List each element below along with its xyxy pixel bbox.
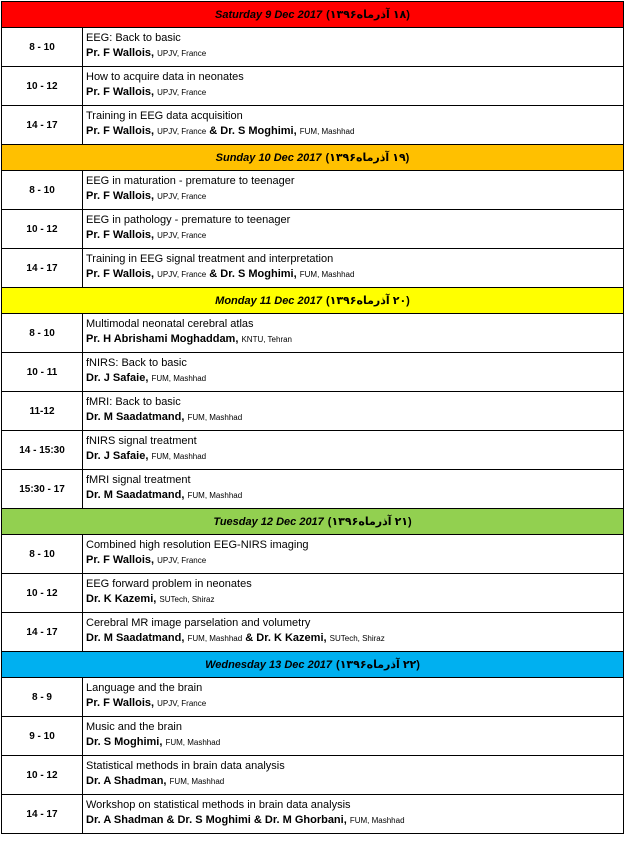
session-content: [83, 574, 624, 612]
session-row: [2, 249, 624, 288]
speaker-affiliation: SUTech, Shiraz: [329, 634, 385, 643]
speaker-affiliation: UPJV, France: [157, 270, 207, 279]
session-time: 14 - 17: [2, 249, 83, 287]
speaker-name: Pr. F Wallois,: [86, 697, 155, 709]
session-content: [83, 431, 624, 469]
speaker-affiliation: UPJV, France: [157, 231, 207, 240]
speaker-name: Pr. F Wallois,: [86, 125, 155, 137]
session-title: EEG in maturation - premature to teenager: [86, 175, 295, 187]
session-content: [83, 67, 624, 105]
speaker-name: Dr. K Kazemi,: [256, 632, 327, 644]
day-label: Sunday 10 Dec 2017: [215, 151, 322, 164]
day-label: Saturday 9 Dec 2017: [215, 8, 323, 21]
day-persian-date: (۲۲ آذرماه۱۳۹۶): [336, 659, 420, 671]
session-row: [2, 574, 624, 613]
session-content: [83, 470, 624, 508]
session-content: [83, 28, 624, 66]
session-row: [2, 613, 624, 652]
session-row: [2, 717, 624, 756]
speaker-name: Pr. F Wallois,: [86, 190, 155, 202]
session-speakers: [86, 449, 620, 464]
speaker-affiliation: KNTU, Tehran: [241, 335, 293, 344]
session-content: [83, 210, 624, 248]
session-title: Statistical methods in brain data analysis: [86, 760, 285, 772]
session-speakers: [86, 631, 620, 646]
session-speakers: [86, 85, 620, 100]
session-title: Training in EEG data acquisition: [86, 110, 243, 122]
session-speakers: [86, 124, 620, 139]
session-time: 8 - 10: [2, 28, 83, 66]
session-speakers: [86, 371, 620, 386]
session-content: [83, 535, 624, 573]
schedule-table: [1, 1, 624, 834]
speaker-affiliation: SUTech, Shiraz: [159, 595, 215, 604]
speaker-name: Dr. S Moghimi,: [220, 268, 297, 280]
session-time: 14 - 17: [2, 795, 83, 833]
session-time: 8 - 10: [2, 535, 83, 573]
session-speakers: [86, 592, 620, 607]
session-row: [2, 67, 624, 106]
session-row: [2, 314, 624, 353]
session-content: [83, 106, 624, 144]
speaker-affiliation: FUM, Mashhad: [187, 491, 243, 500]
speaker-affiliation: UPJV, France: [157, 49, 207, 58]
session-row: [2, 353, 624, 392]
speaker-affiliation: FUM, Mashhad: [187, 634, 243, 643]
session-title: How to acquire data in neonates: [86, 71, 244, 83]
session-title: Language and the brain: [86, 682, 203, 694]
speaker-name: Dr. M Saadatmand,: [86, 632, 185, 644]
session-speakers: [86, 267, 620, 282]
speaker-name: Dr. S Moghimi,: [86, 736, 163, 748]
session-title: Training in EEG signal treatment and interpretation: [86, 253, 334, 265]
speaker-name: Dr. A Shadman,: [86, 775, 167, 787]
session-content: [83, 717, 624, 755]
speaker-affiliation: FUM, Mashhad: [299, 270, 355, 279]
session-title: Combined high resolution EEG-NIRS imaging: [86, 539, 309, 551]
speaker-name: Dr. S Moghimi,: [220, 125, 297, 137]
session-time: 11-12: [2, 392, 83, 430]
session-row: [2, 756, 624, 795]
session-speakers: [86, 332, 620, 347]
speaker-name: Pr. H Abrishami Moghaddam,: [86, 333, 239, 345]
session-time: 14 - 17: [2, 613, 83, 651]
session-row: [2, 795, 624, 834]
session-row: [2, 106, 624, 145]
speaker-affiliation: UPJV, France: [157, 192, 207, 201]
session-title: Music and the brain: [86, 721, 182, 733]
session-content: [83, 392, 624, 430]
speaker-joiner: &: [245, 632, 254, 644]
session-title: Workshop on statistical methods in brain data analysis: [86, 799, 351, 811]
session-row: [2, 392, 624, 431]
session-time: 10 - 12: [2, 210, 83, 248]
day-persian-date: (۲۰ آذرماه۱۳۹۶): [325, 295, 410, 307]
speaker-name: Dr. A Shadman & Dr. S Moghimi & Dr. M Ghorbani,: [86, 814, 347, 826]
session-speakers: [86, 735, 620, 750]
speaker-affiliation: UPJV, France: [157, 88, 207, 97]
speaker-affiliation: FUM, Mashhad: [151, 452, 207, 461]
day-label: Wednesday 13 Dec 2017: [205, 658, 333, 671]
session-row: [2, 535, 624, 574]
speaker-affiliation: FUM, Mashhad: [169, 777, 225, 786]
speaker-affiliation: FUM, Mashhad: [165, 738, 221, 747]
session-title: Cerebral MR image parselation and volumetry: [86, 617, 311, 629]
session-content: [83, 613, 624, 651]
speaker-affiliation: FUM, Mashhad: [299, 127, 355, 136]
speaker-affiliation: FUM, Mashhad: [187, 413, 243, 422]
session-content: [83, 795, 624, 833]
speaker-name: Dr. M Saadatmand,: [86, 489, 185, 501]
session-time: 14 - 15:30: [2, 431, 83, 469]
day-persian-date: (۱۹ آذرماه۱۳۹۶): [325, 152, 410, 164]
session-speakers: [86, 553, 620, 568]
session-time: 8 - 9: [2, 678, 83, 716]
speaker-name: Dr. J Safaie,: [86, 372, 149, 384]
session-title: fMRI signal treatment: [86, 474, 191, 486]
session-content: [83, 756, 624, 794]
session-row: [2, 210, 624, 249]
session-title: fNIRS: Back to basic: [86, 357, 187, 369]
day-label: Monday 11 Dec 2017: [215, 294, 322, 307]
day-persian-date: (۲۱ آذرماه۱۳۹۶): [327, 516, 412, 528]
speaker-affiliation: UPJV, France: [157, 699, 207, 708]
session-content: [83, 249, 624, 287]
speaker-name: Pr. F Wallois,: [86, 268, 155, 280]
day-header: [2, 652, 624, 678]
speaker-joiner: &: [209, 125, 218, 137]
session-title: fMRI: Back to basic: [86, 396, 181, 408]
day-label: Tuesday 12 Dec 2017: [213, 515, 324, 528]
speaker-affiliation: UPJV, France: [157, 127, 207, 136]
session-speakers: [86, 228, 620, 243]
session-speakers: [86, 774, 620, 789]
speaker-joiner: &: [209, 268, 218, 280]
session-content: [83, 678, 624, 716]
session-time: 10 - 12: [2, 574, 83, 612]
speaker-affiliation: FUM, Mashhad: [151, 374, 207, 383]
session-speakers: [86, 189, 620, 204]
session-title: EEG forward problem in neonates: [86, 578, 252, 590]
session-content: [83, 171, 624, 209]
session-speakers: [86, 813, 620, 828]
session-title: EEG in pathology - premature to teenager: [86, 214, 291, 226]
session-time: 9 - 10: [2, 717, 83, 755]
speaker-name: Pr. F Wallois,: [86, 554, 155, 566]
session-row: [2, 678, 624, 717]
speaker-name: Dr. M Saadatmand,: [86, 411, 185, 423]
speaker-name: Pr. F Wallois,: [86, 229, 155, 241]
session-time: 14 - 17: [2, 106, 83, 144]
session-speakers: [86, 696, 620, 711]
day-header: [2, 509, 624, 535]
session-time: 8 - 10: [2, 171, 83, 209]
day-persian-date: (۱۸ آذرماه۱۳۹۶): [326, 9, 410, 21]
session-time: 10 - 11: [2, 353, 83, 391]
session-row: [2, 431, 624, 470]
session-content: [83, 314, 624, 352]
session-time: 15:30 - 17: [2, 470, 83, 508]
speaker-affiliation: UPJV, France: [157, 556, 207, 565]
speaker-name: Pr. F Wallois,: [86, 47, 155, 59]
session-speakers: [86, 410, 620, 425]
day-header: [2, 288, 624, 314]
day-header: [2, 2, 624, 28]
session-content: [83, 353, 624, 391]
speaker-affiliation: FUM, Mashhad: [349, 816, 405, 825]
session-row: [2, 470, 624, 509]
speaker-name: Dr. J Safaie,: [86, 450, 149, 462]
session-row: [2, 171, 624, 210]
session-title: EEG: Back to basic: [86, 32, 181, 44]
speaker-name: Dr. K Kazemi,: [86, 593, 157, 605]
session-time: 10 - 12: [2, 756, 83, 794]
session-title: fNIRS signal treatment: [86, 435, 197, 447]
speaker-name: Pr. F Wallois,: [86, 86, 155, 98]
day-header: [2, 145, 624, 171]
session-row: [2, 28, 624, 67]
session-time: 10 - 12: [2, 67, 83, 105]
session-time: 8 - 10: [2, 314, 83, 352]
session-speakers: [86, 46, 620, 61]
session-title: Multimodal neonatal cerebral atlas: [86, 318, 254, 330]
session-speakers: [86, 488, 620, 503]
